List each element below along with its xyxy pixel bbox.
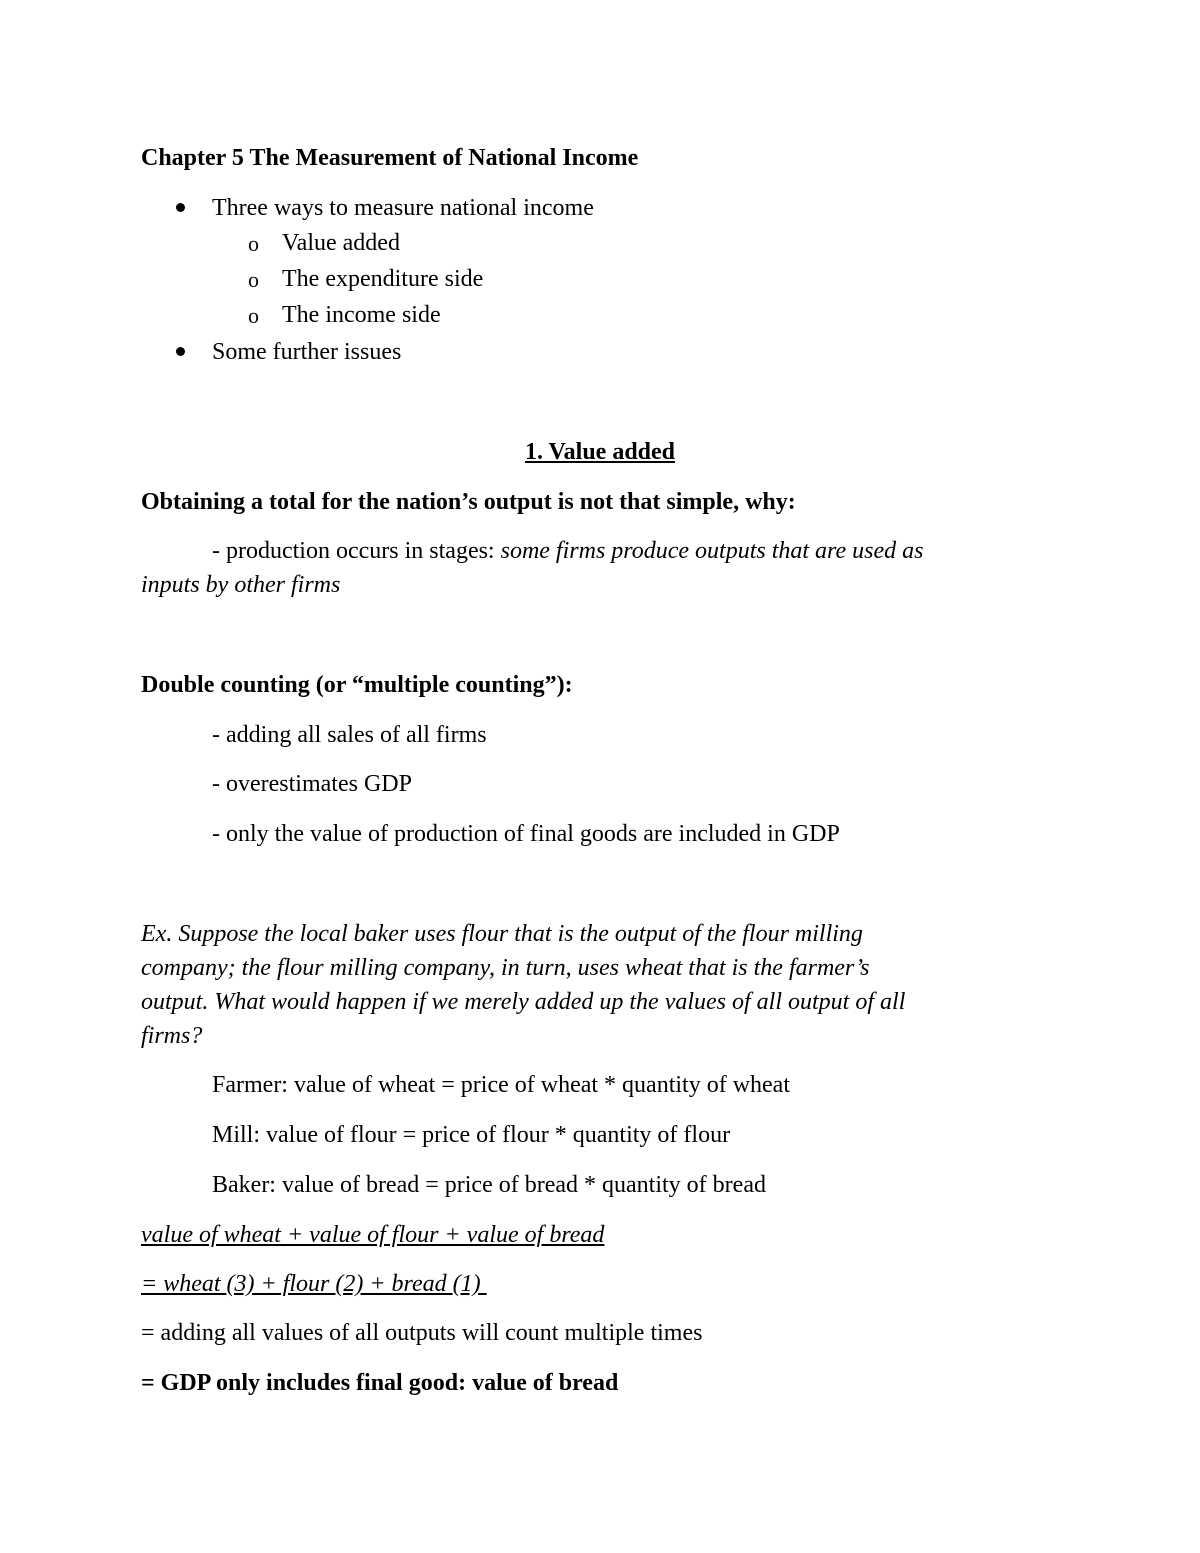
example-line-1: Ex. Suppose the local baker uses flour that is the output of the flour milling	[141, 921, 863, 947]
double-counting-heading: Double counting (or “multiple counting”):	[141, 672, 573, 698]
bullet-dot-icon	[176, 203, 185, 212]
outline-subitem-1: Value added	[282, 230, 400, 256]
outline-item-2: Some further issues	[212, 339, 402, 365]
bullet-dot-icon	[176, 347, 185, 356]
summary-sum: value of wheat + value of flour + value of bread	[141, 1222, 605, 1248]
stages-point-italic: some firms produce outputs that are used as	[500, 538, 924, 564]
double-counting-point-3: - only the value of production of final goods are included in GDP	[212, 821, 840, 847]
summary-multiple: = adding all values of all outputs will count multiple times	[141, 1320, 703, 1346]
outline-item-1: Three ways to measure national income	[212, 195, 594, 221]
stages-point	[212, 536, 923, 566]
section-question: Obtaining a total for the nation’s output is not that simple, why:	[141, 489, 796, 515]
summary-counts: = wheat (3) + flour (2) + bread (1)	[141, 1271, 487, 1297]
example-line-2: company; the flour milling company, in turn, uses wheat that is the farmer’s	[141, 955, 870, 981]
formula-baker: Baker: value of bread = price of bread * quantity of bread	[212, 1172, 766, 1198]
formula-mill: Mill: value of flour = price of flour * quantity of flour	[212, 1122, 731, 1148]
stages-point-lead: - production occurs in stages:	[212, 538, 501, 564]
example-line-4: firms?	[141, 1023, 203, 1049]
bullet-circle-icon: o	[248, 267, 259, 292]
stages-point-continued: inputs by other firms	[141, 572, 341, 598]
example-line-3: output. What would happen if we merely added up the values of all output of all	[141, 989, 906, 1015]
outline-subitem-2: The expenditure side	[282, 266, 484, 292]
bullet-circle-icon: o	[248, 303, 259, 328]
page-title: Chapter 5 The Measurement of National Income	[141, 145, 639, 171]
double-counting-point-1: - adding all sales of all firms	[212, 722, 487, 748]
bullet-circle-icon: o	[248, 231, 259, 256]
formula-farmer: Farmer: value of wheat = price of wheat * quantity of wheat	[212, 1072, 790, 1098]
double-counting-point-2: - overestimates GDP	[212, 771, 412, 797]
section-heading: 1. Value added	[524, 439, 676, 465]
outline-subitem-3: The income side	[282, 302, 441, 328]
summary-conclusion: = GDP only includes final good: value of bread	[141, 1370, 619, 1396]
